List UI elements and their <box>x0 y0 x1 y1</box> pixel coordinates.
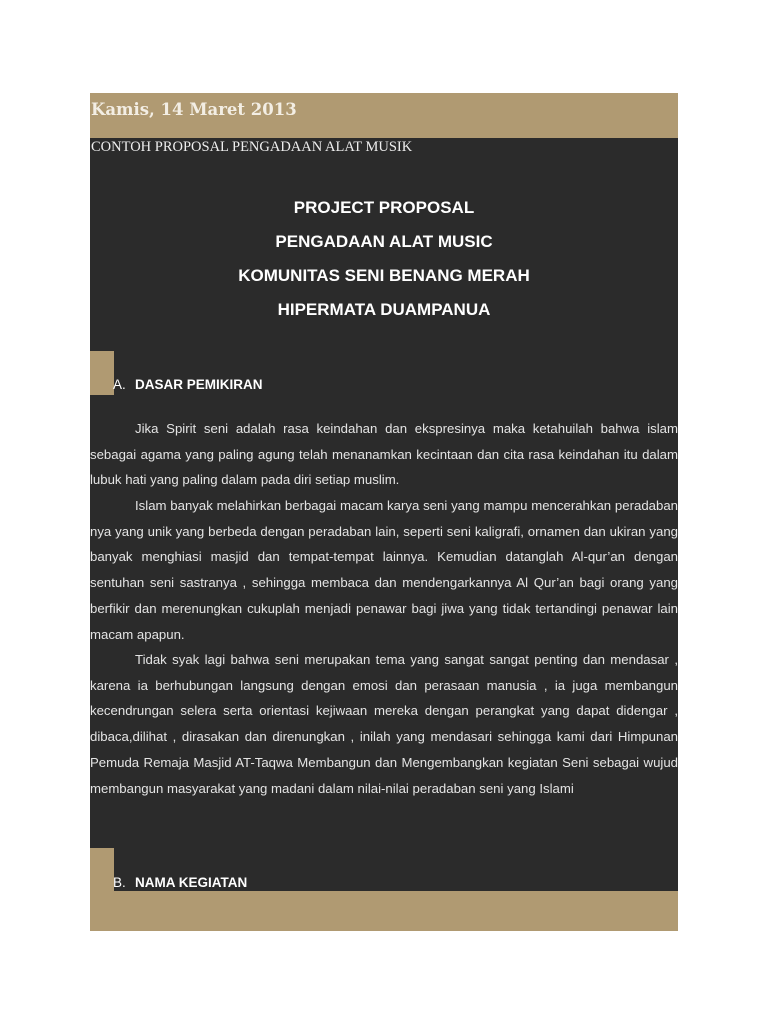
section-a-title: DASAR PEMIKIRAN <box>135 377 263 392</box>
paragraph: Jika Spirit seni adalah rasa keindahan dan ekspresinya maka ketahuilah bahwa islam sebagai agama yang paling agung telah menanamkan kecintaan dan cita rasa keindahan itu dalam lubuk hati yang paling dalam pada diri setiap muslim. <box>90 421 678 488</box>
paragraph: Islam banyak melahirkan berbagai macam karya seni yang mampu mencerahkan peradaban nya yang unik yang berbeda dengan peradaban lain, seperti seni kaligrafi, ornamen dan ukiran yang banyak menghiasi masjid dan tempat-tempat lainnya. Kemudian datanglah Al-qur’an dengan sentuhan seni sastranya , sehingga membaca dan mendengarkannya Al Qur’an bagi orang yang berfikir dan merenungkan cukuplah menjadi penawar bagi jiwa yang tidak tertandingi penawar lain macam apapun. <box>90 498 678 642</box>
title-line: PENGADAAN ALAT MUSIC <box>275 232 493 251</box>
post-title-link[interactable]: CONTOH PROPOSAL PENGADAAN ALAT MUSIK <box>91 139 413 155</box>
title-line: KOMUNITAS SENI BENANG MERAH <box>238 266 530 285</box>
title-line: HIPERMATA DUAMPANUA <box>277 300 491 319</box>
paragraph: Tidak syak lagi bahwa seni merupakan tema yang sangat sangat penting dan mendasar , karena ia berhubungan langsung dengan emosi dan perasaan manusia , ia juga membangun kecendrungan selera serta orientasi kejiwaan mereka dengan perangkat yang dapat didengar , dibaca,dilihat , dirasakan dan direnungkan , inilah yang mendasari sehingga kami dari Himpunan Pemuda Remaja Masjid AT-Taqwa Membangun dan Mengembangkan kegiatan Seni sebagai wujud membangun masyarakat yang madani dalam nilai-nilai peradaban seni yang Islami <box>90 652 678 796</box>
section-a-heading <box>113 377 263 392</box>
section-b-marker <box>90 848 114 892</box>
date-header <box>90 93 678 138</box>
section-a-marker <box>90 351 114 395</box>
footer-band <box>90 891 678 931</box>
title-line: PROJECT PROPOSAL <box>293 198 475 217</box>
section-a-letter: A. <box>113 377 126 392</box>
post-date: Kamis, 14 Maret 2013 <box>91 100 297 119</box>
section-b-heading <box>113 875 247 890</box>
section-b-title: NAMA KEGIATAN <box>135 875 248 890</box>
section-b-letter: B. <box>113 875 126 890</box>
blog-post <box>90 93 678 931</box>
document-title <box>90 197 678 333</box>
